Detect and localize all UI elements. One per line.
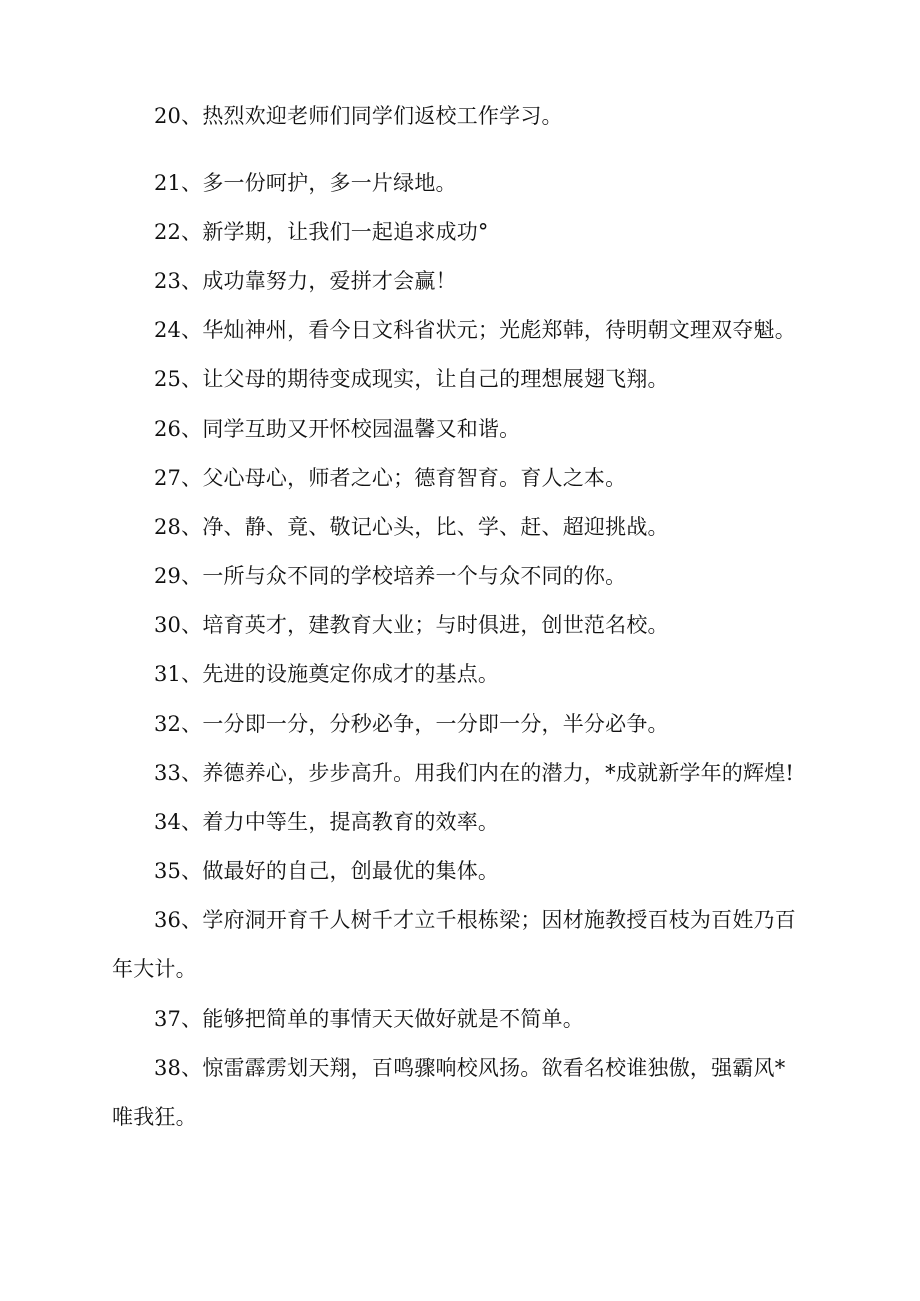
- slogan-32: 32、一分即一分，分秒必争，一分即一分，半分必争。: [154, 712, 669, 736]
- slogan-28: 28、净、静、竟、敬记心头，比、学、赶、超迎挑战。: [154, 515, 669, 539]
- slogan-21: 21、多一份呵护，多一片绿地。: [154, 171, 457, 195]
- slogan-33: 33、养德养心，步步高升。用我们内在的潜力，*成就新学年的辉煌!: [154, 761, 795, 785]
- slogan-34: 34、着力中等生，提高教育的效率。: [154, 810, 500, 834]
- slogan-30: 30、培育英才，建教育大业；与时俱进，创世范名校。: [154, 613, 669, 637]
- slogan-37: 37、能够把简单的事情天天做好就是不简单。: [154, 1007, 584, 1031]
- slogan-38: 38、惊雷霹雳划天翔，百鸣骤响校风扬。欲看名校谁独傲，强霸风*: [154, 1056, 786, 1080]
- slogan-36-continued: 年大计。: [112, 957, 197, 981]
- slogan-31: 31、先进的设施奠定你成才的基点。: [154, 662, 500, 686]
- slogan-20: 20、热烈欢迎老师们同学们返校工作学习。: [154, 104, 563, 128]
- slogan-23: 23、成功靠努力，爱拼才会赢！: [154, 269, 457, 293]
- slogan-36: 36、学府洞开育千人树千才立千根栋梁；因材施教授百枝为百姓乃百: [154, 908, 796, 932]
- slogan-29: 29、一所与众不同的学校培养一个与众不同的你。: [154, 564, 627, 588]
- slogan-24: 24、华灿神州，看今日文科省状元；光彪郑韩，待明朝文理双夺魁。: [154, 318, 796, 342]
- slogan-35: 35、做最好的自己，创最优的集体。: [154, 859, 500, 883]
- slogan-27: 27、父心母心，师者之心；德育智育。育人之本。: [154, 466, 627, 490]
- slogan-22: 22、新学期，让我们一起追求成功°: [154, 220, 489, 244]
- slogan-25: 25、让父母的期待变成现实，让自己的理想展翅飞翔。: [154, 367, 669, 391]
- slogan-38-continued: 唯我狂。: [112, 1105, 197, 1129]
- slogan-26: 26、同学互助又开怀校园温馨又和谐。: [154, 417, 521, 441]
